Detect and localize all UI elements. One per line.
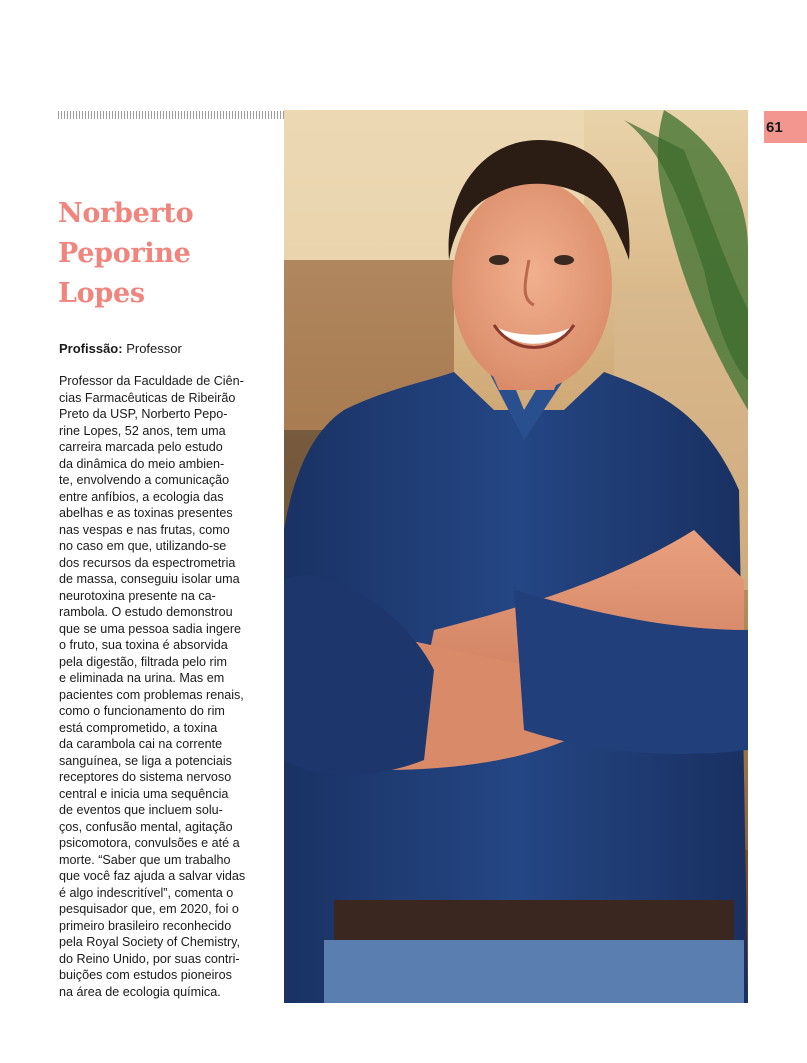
body-line: buições com estudos pioneiros	[59, 968, 232, 982]
body-line: primeiro brasileiro reconhecido	[59, 918, 232, 933]
body-line: o fruto, sua toxina é absorvida	[59, 638, 228, 652]
body-line: receptores do sistema nervoso	[59, 770, 232, 784]
body-line: neurotoxina presente na ca-	[59, 588, 216, 603]
body-line: que você faz ajuda a salvar vidas	[59, 869, 246, 883]
profession-value: Professor	[126, 341, 182, 356]
body-line: de eventos que incluem solu-	[59, 803, 223, 817]
body-line: pela Royal Society of Chemistry,	[59, 935, 241, 949]
body-line: central e inicia uma sequência	[59, 786, 229, 801]
name-line: Lopes	[58, 278, 145, 309]
body-line: te, envolvendo a comunicação	[59, 473, 230, 487]
body-line: do Reino Unido, por suas contri-	[59, 951, 240, 966]
body-line: dos recursos da espectrometria	[59, 555, 236, 570]
body-line: que se uma pessoa sadia ingere	[59, 621, 242, 636]
body-line: rambola. O estudo demonstrou	[59, 605, 233, 619]
profession-line	[59, 340, 269, 358]
article-body	[59, 373, 259, 1000]
body-line: está comprometido, a toxina	[59, 720, 218, 735]
body-line: pela digestão, filtrada pelo rim	[59, 654, 228, 669]
body-line: psicomotora, convulsões e até a	[59, 836, 240, 850]
body-line: de massa, conseguiu isolar uma	[59, 572, 240, 586]
body-line: ços, confusão mental, agitação	[59, 819, 233, 834]
page-number: 61	[766, 118, 783, 136]
body-line: nas vespas e nas frutas, como	[59, 522, 230, 537]
dotted-rule	[58, 111, 284, 119]
page-number-tab	[764, 111, 807, 143]
body-line: na área de ecologia química.	[59, 984, 221, 999]
name-line: Norberto	[58, 198, 194, 229]
body-line: e eliminada na urina. Mas em	[59, 671, 225, 685]
body-line: da carambola cai na corrente	[59, 737, 223, 751]
body-line: carreira marcada pelo estudo	[59, 440, 223, 454]
body-line: no caso em que, utilizando-se	[59, 539, 227, 553]
person-name-headline	[58, 194, 278, 314]
body-line: pesquisador que, em 2020, foi o	[59, 902, 239, 916]
body-line: abelhas e as toxinas presentes	[59, 506, 233, 520]
body-line: morte. “Saber que um trabalho	[59, 852, 231, 867]
body-line: cias Farmacêuticas de Ribeirão	[59, 390, 236, 405]
body-line: é algo indescritível”, comenta o	[59, 885, 234, 900]
body-line: sanguínea, se liga a potenciais	[59, 753, 232, 768]
name-line: Peporine	[58, 238, 191, 269]
profession-label: Profissão:	[59, 341, 123, 356]
body-line: Professor da Faculdade de Ciên-	[59, 374, 244, 388]
portrait-photo	[284, 110, 748, 1003]
body-line: entre anfíbios, a ecologia das	[59, 489, 224, 504]
body-line: Preto da USP, Norberto Pepo-	[59, 407, 228, 421]
body-line: pacientes com problemas renais,	[59, 687, 244, 702]
body-line: rine Lopes, 52 anos, tem uma	[59, 423, 226, 438]
body-line: como o funcionamento do rim	[59, 704, 225, 718]
body-line: da dinâmica do meio ambien-	[59, 456, 225, 471]
